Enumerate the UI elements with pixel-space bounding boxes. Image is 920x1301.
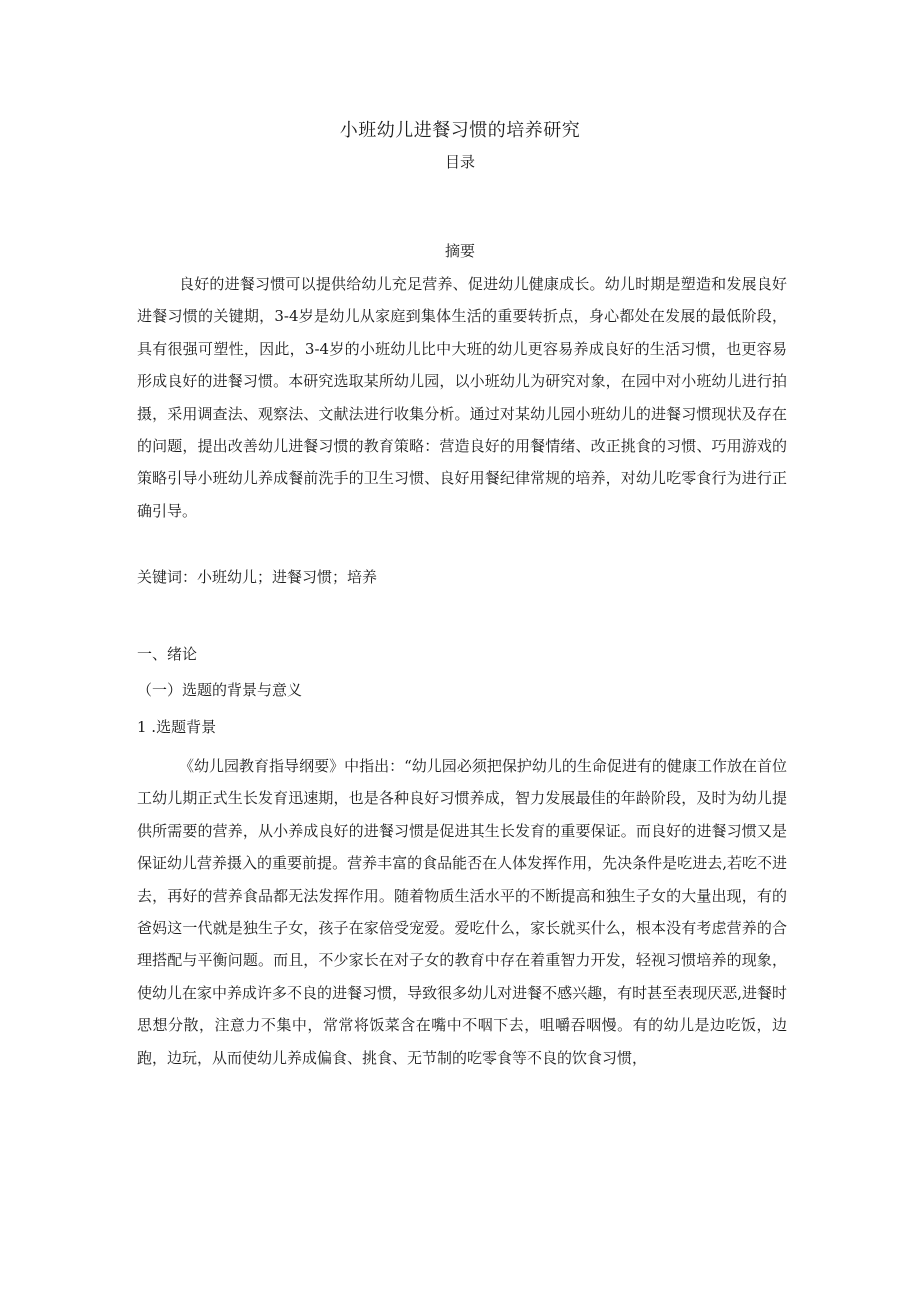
chapter-heading: 一、绪论 <box>137 645 198 663</box>
subsection-heading: 1 .选题背景 <box>137 718 217 736</box>
section-heading: （一）选题的背景与意义 <box>137 681 303 699</box>
abstract-heading: 摘要 <box>444 242 475 260</box>
keywords-line: 关键词：小班幼儿；进餐习惯；培养 <box>137 568 378 586</box>
background-paragraph: 《幼儿园教育指导纲要》中指出：“幼儿园必须把保护幼儿的生命促进有的健康工作放在首位工幼儿期正式生长发育迅速期，也是各种良好习惯养成，智力发展最佳的年龄阶段，及时为幼儿提供所需要的营养，从小养成良好的进餐习惯是促进其生长发育的重要保证。而良好的进餐习惯又是保证幼儿营养摄入的重要前提。营养丰富的食品能否在人体发挥作用，先决条件是吃进去,若吃不进去，再好的营养食品都无法发挥作用。随着物质生活水平的不断提高和独生子女的大量出现，有的爸妈这一代就是独生子女，孩子在家倍受宠爱。爱吃什么，家长就买什么，根本没有考虑营养的合理搭配与平衡问题。而且，不少家长在对子女的教育中存在着重智力开发，轻视习惯培养的现象，使幼儿在家中养成许多不良的进餐习惯，导致很多幼儿对进餐不感兴趣，有时甚至表现厌恶,进餐时思想分散，注意力不集中，常常将饭菜含在嘴中不咽下去，咀嚼吞咽慢。有的幼儿是边吃饭，边跑，边玩，从而使幼儿养成偏食、挑食、无节制的吃零食等不良的饮食习惯， <box>137 757 787 1067</box>
document-title: 小班幼儿进餐习惯的培养研究 <box>339 120 581 141</box>
abstract-paragraph: 良好的进餐习惯可以提供给幼儿充足营养、促进幼儿健康成长。幼儿时期是塑造和发展良好进餐习惯的关键期，3-4岁是幼儿从家庭到集体生活的重要转折点，身心都处在发展的最低阶段，具有很强可塑性，因此，3-4岁的小班幼儿比中大班的幼儿更容易养成良好的生活习惯，也更容易形成良好的进餐习惯。本研究选取某所幼儿园，以小班幼儿为研究对象，在园中对小班幼儿进行拍摄，采用调查法、观察法、文献法进行收集分析。通过对某幼儿园小班幼儿的进餐习惯现状及存在的问题，提出改善幼儿进餐习惯的教育策略：营造良好的用餐情绪、改正挑食的习惯、巧用游戏的策略引导小班幼儿养成餐前洗手的卫生习惯、良好用餐纪律常规的培养，对幼儿吃零食行为进行正确引导。 <box>137 275 787 520</box>
table-of-contents-label: 目录 <box>444 153 475 171</box>
